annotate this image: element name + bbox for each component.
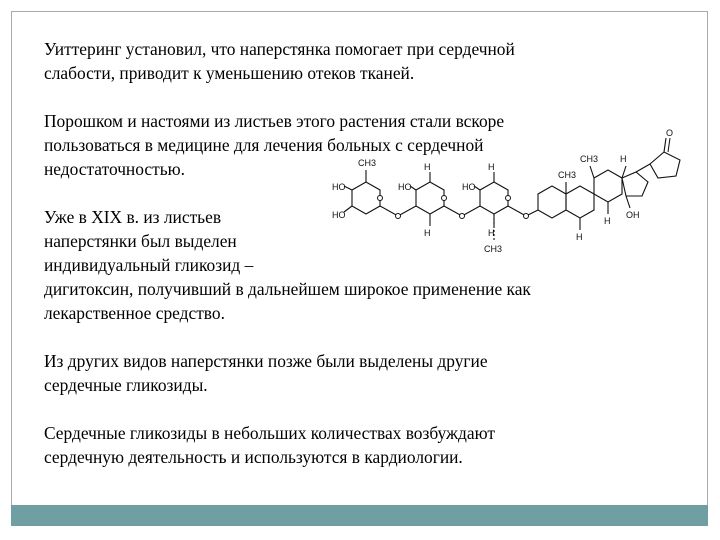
lactone-ring bbox=[650, 152, 680, 178]
steroid-ring-c bbox=[594, 170, 622, 202]
label-ch3: CH3 bbox=[580, 154, 599, 164]
text-line: Из других видов наперстянки позже были выделены другие bbox=[44, 351, 488, 371]
label-oh: OH bbox=[626, 210, 640, 220]
text-line: Порошком и настоями из листьев этого растения стали вскоре bbox=[44, 111, 505, 131]
paragraph-other-glycosides bbox=[44, 349, 488, 397]
text-line: слабости, приводит к уменьшению отеков тканей. bbox=[44, 63, 415, 83]
sugar-ring-1 bbox=[352, 182, 380, 214]
label-h: H bbox=[488, 228, 495, 238]
label-ch3: CH3 bbox=[358, 158, 377, 168]
paragraph-withering bbox=[44, 37, 515, 85]
label-o: O bbox=[666, 128, 674, 138]
text-line: Уже в XIX в. из листьев bbox=[44, 207, 222, 227]
label-h: H bbox=[488, 162, 495, 172]
label-ch3: CH3 bbox=[558, 170, 577, 180]
text-line: недостаточностью. bbox=[44, 159, 185, 179]
text-line: пользоваться в медицине для лечения больных с сердечной bbox=[44, 135, 484, 155]
label-h: H bbox=[620, 154, 627, 164]
steroid-ring-b bbox=[566, 186, 594, 218]
label-ho: HO bbox=[332, 210, 346, 220]
label-h: H bbox=[604, 216, 611, 226]
label-h: H bbox=[424, 228, 431, 238]
text-line: наперстянки был выделен bbox=[44, 231, 237, 251]
text-line: сердечную деятельность и используются в кардиологии. bbox=[44, 447, 463, 467]
sugar-ring-3 bbox=[480, 182, 508, 214]
steroid-ring-a bbox=[538, 186, 566, 218]
label-h: H bbox=[424, 162, 431, 172]
label-ho: HO bbox=[398, 182, 412, 192]
label-h: H bbox=[576, 232, 583, 242]
digitoxin-structural-formula bbox=[330, 128, 710, 278]
text-line: Сердечные гликозиды в небольших количествах возбуждают bbox=[44, 423, 495, 443]
paragraph-cardiology bbox=[44, 421, 495, 469]
text-line: дигитоксин, получивший в дальнейшем широкое применение как bbox=[44, 279, 531, 299]
text-line: лекарственное средство. bbox=[44, 303, 225, 323]
slide-footer-bar bbox=[11, 505, 708, 526]
sugar-ring-2 bbox=[416, 182, 444, 214]
text-line: сердечные гликозиды. bbox=[44, 375, 208, 395]
label-ho: HO bbox=[462, 182, 476, 192]
text-line: индивидуальный гликозид – bbox=[44, 255, 254, 275]
label-ch3: CH3 bbox=[484, 244, 503, 254]
label-ho: HO bbox=[332, 182, 346, 192]
text-line: Уиттеринг установил, что наперстянка помогает при сердечной bbox=[44, 39, 515, 59]
steroid-ring-d bbox=[622, 172, 648, 196]
